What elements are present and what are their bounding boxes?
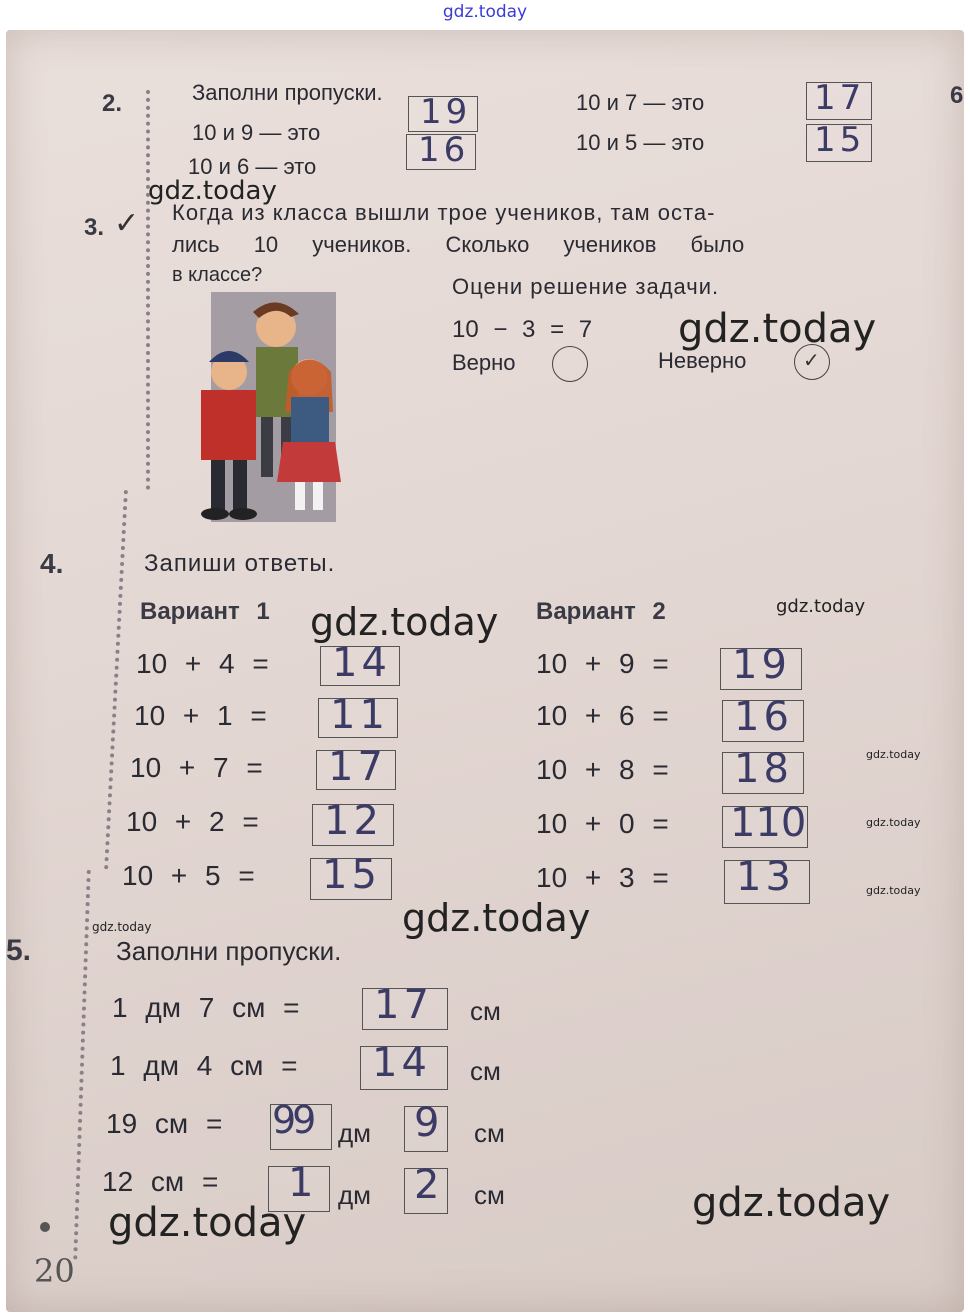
handwritten-answer: 18 [734, 746, 793, 792]
unit-label: дм [338, 1118, 372, 1148]
watermark: gdz.today [310, 600, 499, 644]
children-illustration [181, 292, 341, 522]
correct-option-circle[interactable] [552, 346, 588, 382]
task5-number: 5. [6, 934, 32, 967]
variant2-expr: 10 + 8 = [536, 754, 669, 785]
handwritten-answer: 12 [324, 798, 383, 844]
margin-dots [146, 90, 154, 490]
watermark: gdz.today [92, 920, 152, 934]
watermark: gdz.today [108, 1200, 307, 1246]
handwritten-answer: 15 [814, 120, 866, 160]
task2-row: 10 и 9 — это [192, 120, 321, 145]
handwritten-answer: 19 [732, 642, 791, 688]
handwritten-answer: 13 [736, 854, 795, 900]
unit-label: см [474, 1118, 505, 1148]
handwritten-answer: 2 [414, 1162, 444, 1208]
unit-label: дм [338, 1180, 372, 1210]
bullet-dot [40, 1222, 50, 1232]
task4-number: 4. [40, 548, 64, 579]
watermark: gdz.today [776, 596, 866, 617]
handwritten-answer: 11 [330, 692, 389, 738]
task3-text-line: лись 10 учеников. Сколько учеников было [172, 232, 745, 257]
handwritten-answer: 99 [272, 1098, 313, 1142]
variant2-expr: 10 + 3 = [536, 862, 669, 893]
task5-left: 12 см = [102, 1166, 219, 1197]
handwritten-answer: 1 [288, 1160, 318, 1206]
watermark: gdz.today [678, 306, 877, 352]
watermark: gdz.today [866, 816, 921, 829]
task5-left: 1 дм 7 см = [112, 992, 300, 1023]
task3-assess: Оцени решение задачи. [452, 274, 720, 299]
variant1-title: Вариант 1 [140, 598, 270, 625]
variant1-expr: 10 + 4 = [136, 648, 269, 679]
task5-left: 1 дм 4 см = [110, 1050, 298, 1081]
task4-title: Запиши ответы. [144, 550, 336, 577]
task3-text-line: Когда из класса вышли трое учеников, там оста- [172, 200, 716, 225]
handwritten-answer: 110 [730, 800, 807, 846]
handwritten-answer: 16 [418, 130, 470, 170]
watermark: gdz.today [148, 176, 277, 206]
handwritten-answer: 9 [414, 1100, 444, 1146]
watermark: gdz.today [692, 1180, 891, 1226]
task2-row: 10 и 6 — это [188, 154, 317, 179]
task3-equation: 10 − 3 = 7 [452, 316, 593, 343]
handwritten-answer: 14 [332, 640, 391, 686]
check-mark-icon: ✓ [803, 348, 820, 372]
unit-label: см [470, 1056, 501, 1086]
check-mark-icon: ✓ [114, 206, 140, 241]
unit-label: см [470, 996, 501, 1026]
handwritten-answer: 17 [328, 744, 387, 790]
variant1-expr: 10 + 1 = [134, 700, 267, 731]
task2-title: Заполни пропуски. [192, 80, 383, 105]
next-page-number: 6 [950, 82, 964, 109]
handwritten-answer: 19 [420, 92, 472, 132]
handwritten-answer: 17 [814, 78, 866, 118]
watermark: gdz.today [866, 884, 921, 897]
task2-row: 10 и 5 — это [576, 130, 705, 155]
top-watermark: gdz.today [442, 2, 528, 22]
correct-label: Верно [452, 350, 516, 375]
task2-number: 2. [102, 90, 123, 117]
variant2-expr: 10 + 0 = [536, 808, 669, 839]
unit-label: см [474, 1180, 505, 1210]
variant2-expr: 10 + 6 = [536, 700, 669, 731]
wrong-label: Неверно [658, 348, 747, 373]
handwritten-answer: 17 [374, 982, 433, 1028]
handwritten-answer: 16 [734, 694, 793, 740]
handwritten-answer: 15 [322, 852, 381, 898]
handwritten-answer: 14 [372, 1040, 431, 1086]
variant2-expr: 10 + 9 = [536, 648, 669, 679]
page-number: 20 [34, 1252, 75, 1290]
task5-left: 19 см = [106, 1108, 223, 1139]
task5-title: Заполни пропуски. [116, 936, 342, 966]
variant2-title: Вариант 2 [536, 598, 666, 625]
workbook-page [6, 30, 964, 1312]
task2-row: 10 и 7 — это [576, 90, 705, 115]
variant1-expr: 10 + 5 = [122, 860, 255, 891]
task3-text-line: в классе? [172, 264, 263, 286]
variant1-expr: 10 + 7 = [130, 752, 263, 783]
task3-number: 3. [84, 214, 105, 241]
variant1-expr: 10 + 2 = [126, 806, 259, 837]
watermark: gdz.today [402, 896, 591, 940]
watermark: gdz.today [866, 748, 921, 761]
